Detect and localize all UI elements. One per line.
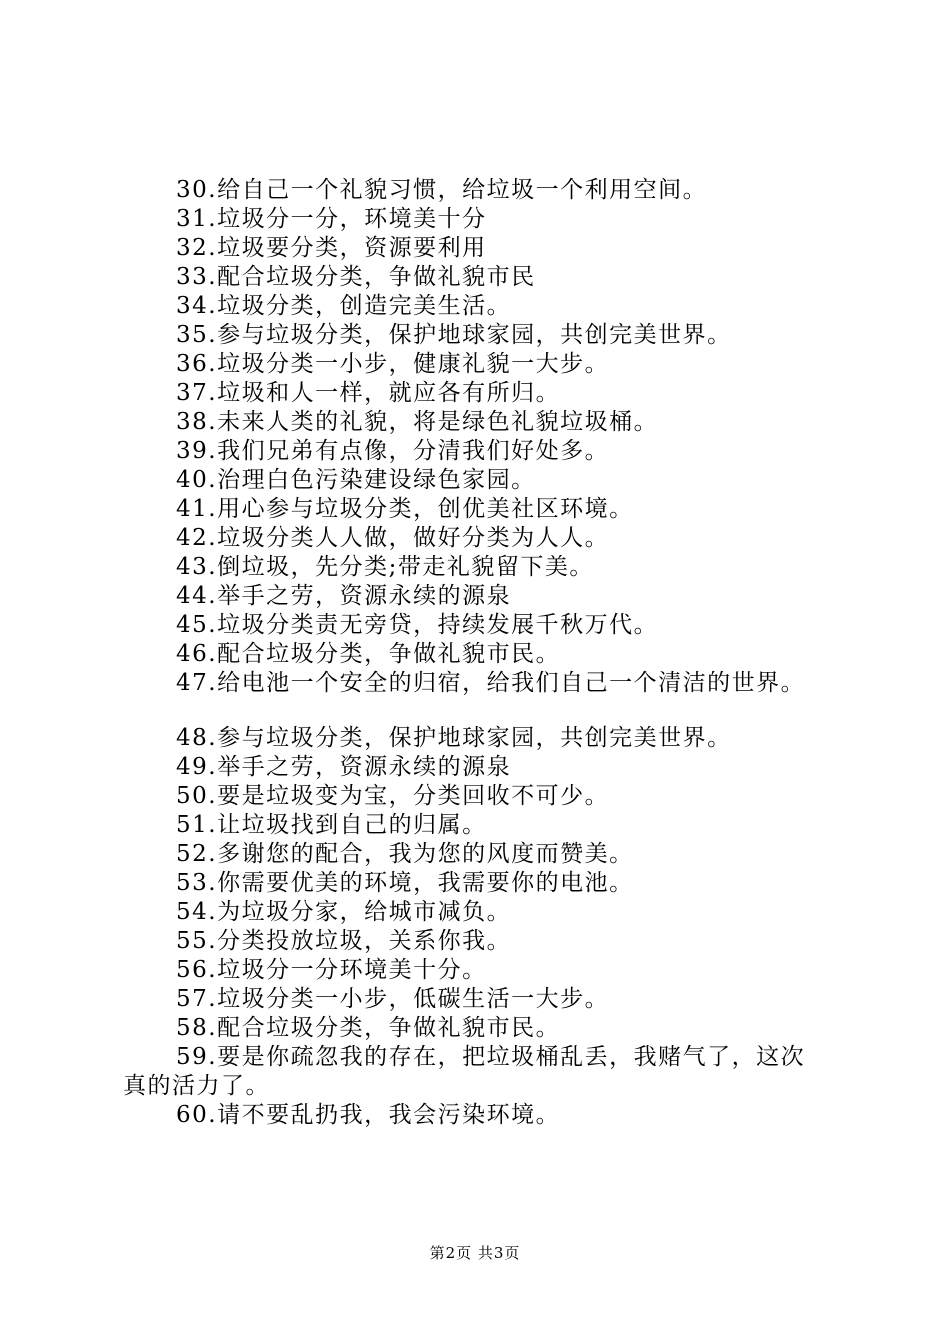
slogan-line: 57.垃圾分类一小步，低碳生活一大步。	[176, 986, 610, 1012]
slogan-line: 42.垃圾分类人人做，做好分类为人人。	[176, 525, 610, 551]
slogan-line: 55.分类投放垃圾，关系你我。	[176, 928, 512, 954]
slogan-line: 44.举手之劳，资源永续的源泉	[176, 583, 512, 609]
slogan-line: 49.举手之劳，资源永续的源泉	[176, 754, 512, 780]
slogan-line: 36.垃圾分类一小步，健康礼貌一大步。	[176, 351, 610, 377]
slogan-line: 35.参与垃圾分类，保护地球家园，共创完美世界。	[176, 322, 732, 348]
page-footer: 第2页 共3页	[429, 1244, 521, 1262]
slogan-line: 45.垃圾分类责无旁贷，持续发展千秋万代。	[176, 612, 659, 638]
slogan-line: 32.垃圾要分类，资源要利用	[176, 235, 487, 261]
slogan-line: 43.倒垃圾，先分类;带走礼貌留下美。	[176, 554, 594, 580]
slogan-line: 37.垃圾和人一样，就应各有所归。	[176, 380, 561, 406]
slogan-group-2	[176, 724, 856, 1043]
slogan-line: 41.用心参与垃圾分类，创优美社区环境。	[176, 496, 634, 522]
slogan-line: 31.垃圾分一分，环境美十分	[176, 206, 487, 232]
slogan-line: 38.未来人类的礼貌，将是绿色礼貌垃圾桶。	[176, 409, 659, 435]
slogan-line: 46.配合垃圾分类，争做礼貌市民。	[176, 641, 561, 667]
slogan-line: 56.垃圾分一分环境美十分。	[176, 957, 487, 983]
paragraph-gap	[176, 698, 856, 724]
slogan-line: 52.多谢您的配合，我为您的风度而赞美。	[176, 841, 634, 867]
slogan-group-1	[176, 176, 856, 698]
slogan-line: 34.垃圾分类，创造完美生活。	[176, 293, 512, 319]
slogan-line-continuation: 真的活力了。	[123, 1073, 270, 1099]
slogan-line: 60.请不要乱扔我，我会污染环境。	[176, 1102, 561, 1128]
slogan-line: 39.我们兄弟有点像，分清我们好处多。	[176, 438, 610, 464]
slogan-line: 54.为垃圾分家，给城市减负。	[176, 899, 512, 925]
slogan-line: 50.要是垃圾变为宝，分类回收不可少。	[176, 783, 610, 809]
slogan-line: 40.治理白色污染建设绿色家园。	[176, 467, 536, 493]
slogan-line: 30.给自己一个礼貌习惯，给垃圾一个利用空间。	[176, 177, 708, 203]
slogan-line: 33.配合垃圾分类，争做礼貌市民	[176, 264, 536, 290]
slogan-line: 58.配合垃圾分类，争做礼貌市民。	[176, 1015, 561, 1041]
slogan-line: 53.你需要优美的环境，我需要你的电池。	[176, 870, 634, 896]
slogan-line: 48.参与垃圾分类，保护地球家园，共创完美世界。	[176, 725, 732, 751]
slogan-line: 47.给电池一个安全的归宿，给我们自己一个清洁的世界。	[176, 670, 806, 696]
slogan-list	[123, 176, 856, 1130]
slogan-line: 51.让垃圾找到自己的归属。	[176, 812, 487, 838]
slogan-line: 59.要是你疏忽我的存在，把垃圾桶乱丢，我赌气了，这次	[176, 1044, 806, 1070]
